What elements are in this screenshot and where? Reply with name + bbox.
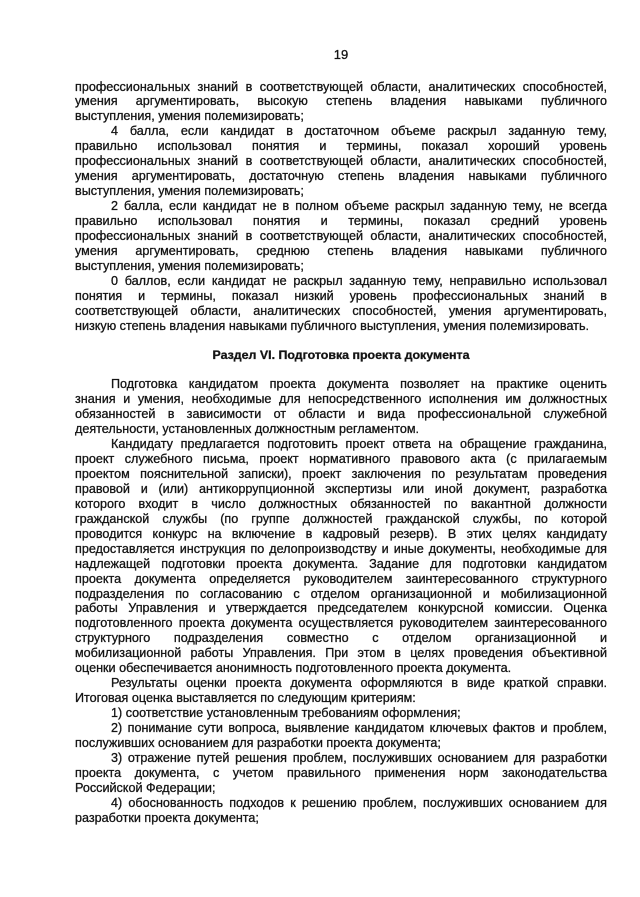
paragraph: [75, 437, 607, 676]
text-line: 2) понимание сути вопроса, выявление кандидатом ключевых фактов и проблем,: [111, 720, 607, 735]
criteria-item: [75, 751, 607, 796]
text-line: 3) отражение путей решения проблем, послуживших основанием для разработки: [111, 750, 607, 765]
criteria-item: [75, 706, 607, 721]
text-line: оценки обеспечивается анонимность подготовленного проекта документа.: [75, 661, 512, 676]
text-line: мобилизационной работы Управления. При этом в целях проведения объективной: [75, 646, 607, 661]
text-line: структурного подразделения совместно с отделом организационной и: [75, 631, 607, 646]
scoring-paragraph: [75, 274, 607, 334]
text-line: проекта документа определяется руководителем заинтересованного структурного: [75, 571, 607, 586]
paragraph: [75, 676, 607, 706]
text-line: 4 балла, если кандидат в достаточном объеме раскрыл заданную тему,: [111, 124, 607, 139]
text-line: выступления, умения полемизировать;: [75, 258, 304, 273]
text-line: проект служебного письма, проект нормативного правового акта (с прилагаемым: [75, 452, 607, 467]
scoring-criteria: [75, 80, 607, 334]
text-line: правильно использовал понятия и термины, показал средний уровень: [75, 213, 607, 228]
text-line: выступления, умения полемизировать;: [75, 184, 304, 199]
criteria-item: [75, 796, 607, 826]
text-line: обязанностей в зависимости от области и вида профессиональной служебной: [75, 407, 607, 422]
scoring-paragraph: [75, 80, 607, 125]
text-line: послуживших основанием для разработки проекта документа;: [75, 735, 441, 750]
text-line: 2 балла, если кандидат не в полном объеме раскрыл заданную тему, не всегда: [111, 199, 607, 213]
text-line: Результаты оценки проекта документа оформляются в виде краткой справки.: [111, 676, 607, 691]
section-body: [75, 377, 607, 825]
text-line: профессиональных знаний в соответствующей области, аналитических способностей,: [75, 228, 607, 243]
text-line: подготовленного проекта документа осуществляется руководителем заинтересованного: [75, 616, 607, 631]
text-line: гражданской службы (по группе должностей гражданской службы, по которой: [75, 511, 607, 526]
text-line: проектом пояснительной записки), проект заключения по результатам проведения: [75, 467, 607, 481]
text-line: профессиональных знаний в соответствующей области, аналитических способностей,: [75, 154, 607, 169]
text-line: надлежащей подготовки проекта документа. Задание для подготовки кандидатом: [75, 556, 607, 571]
text-line: умения аргументировать, высокую степень владения навыками публичного: [75, 94, 607, 109]
text-line: Российской Федерации;: [75, 780, 216, 795]
text-line: профессиональных знаний в соответствующей области, аналитических способностей,: [75, 79, 607, 94]
text-line: низкую степень владения навыками публичного выступления, умения полемизировать.: [75, 318, 590, 333]
text-line: знания и умения, необходимые для непосредственного исполнения им должностных: [75, 392, 607, 407]
text-line: 1) соответствие установленным требованиям оформления;: [111, 706, 461, 720]
text-line: 0 баллов, если кандидат не раскрыл заданную тему, неправильно использовал: [111, 273, 607, 288]
paragraph: [75, 377, 607, 437]
text-line: умения аргументировать, среднюю степень владения навыками публичного: [75, 243, 607, 258]
text-line: 4) обоснованность подходов к решению проблем, послуживших основанием для: [111, 795, 607, 810]
text-line: проводится конкурс на включение в кадровый резерв). В этих целях кандидату: [75, 526, 607, 541]
text-line: проекта документа, с учетом правильного применения норм законодательства: [75, 765, 607, 780]
page-number: 19: [333, 47, 349, 62]
scoring-paragraph: [75, 124, 607, 199]
text-line: деятельности, установленных должностным регламентом.: [75, 422, 420, 437]
text-line: предоставляется инструкция по делопроизводству и иные документы, необходимые для: [75, 541, 607, 556]
text-line: правильно использовал понятия и термины, показал хороший уровень: [75, 139, 607, 154]
text-line: понятия и термины, показал низкий уровень профессиональных знаний в: [75, 288, 607, 303]
text-line: правовой и (или) антикоррупционной экспертизы или иной документ, разработка: [75, 481, 607, 496]
text-line: разработки проекта документа;: [75, 810, 259, 825]
text-line: Подготовка кандидатом проекта документа позволяет на практике оценить: [111, 377, 607, 392]
text-line: работы Управления и утверждается председателем конкурсной комиссии. Оценка: [75, 601, 607, 616]
text-line: Кандидату предлагается подготовить проект ответа на обращение гражданина,: [111, 437, 607, 452]
text-line: Итоговая оценка выставляется по следующим критериям:: [75, 691, 416, 706]
criteria-item: [75, 721, 607, 751]
text-line: выступления, умения полемизировать;: [75, 109, 304, 124]
text-line: которого входит в число должностных обязанностей по вакантной должности: [75, 496, 607, 511]
text-line: соответствующей области, аналитических способностей, умения аргументировать,: [75, 303, 607, 318]
text-line: умения аргументировать, достаточную степень владения навыками публичного: [75, 169, 607, 184]
scoring-paragraph: [75, 199, 607, 274]
section-heading: Раздел VI. Подготовка проекта документа: [212, 348, 470, 363]
page-content: [75, 0, 607, 826]
text-line: подразделения по согласованию с отделом организационной и мобилизационной: [75, 586, 607, 601]
